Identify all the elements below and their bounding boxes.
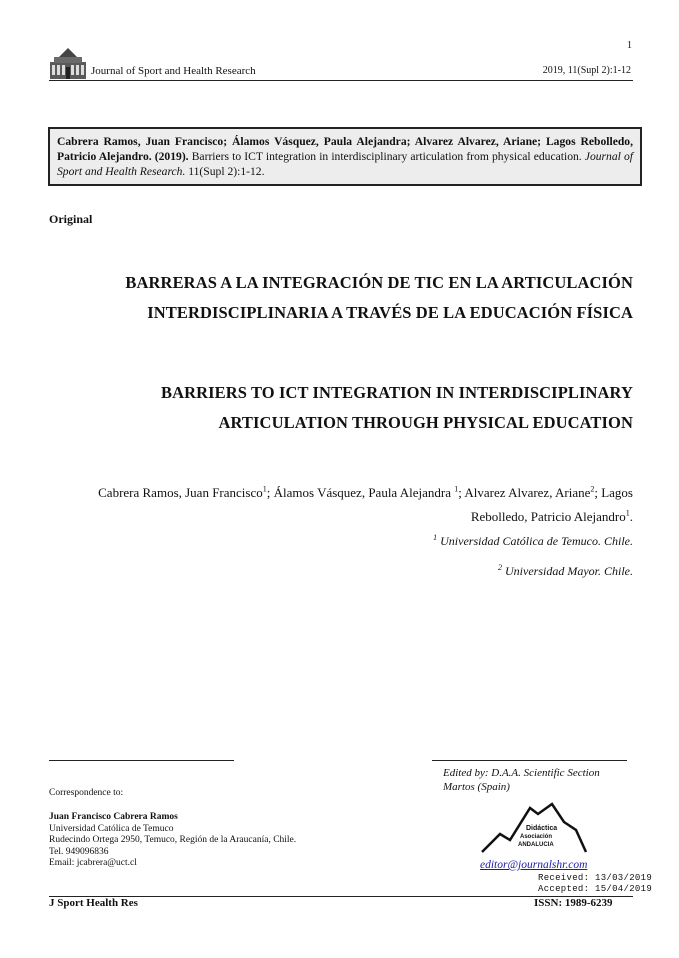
author-list-end: . — [629, 509, 633, 524]
author-1-affil: 1 — [262, 484, 267, 494]
received-date: Received: 13/03/2019 — [538, 873, 653, 883]
title-en-line1: BARRIERS TO ICT INTEGRATION IN INTERDISCIPLINARY — [161, 383, 633, 402]
title-spanish — [125, 268, 633, 328]
correspondence-block — [49, 812, 296, 870]
affiliation-1 — [433, 534, 633, 549]
author-4: ; Lagos Rebolledo, Patricio Alejandro — [470, 485, 633, 524]
title-en-line2: ARTICULATION THROUGH PHYSICAL EDUCATION — [218, 413, 633, 432]
footnote-divider-left — [49, 760, 234, 761]
edited-by — [443, 766, 600, 794]
author-2-affil: 1 — [454, 484, 459, 494]
correspondence-institution: Universidad Católica de Temuco — [49, 823, 174, 834]
author-list — [49, 481, 633, 529]
page-number: 1 — [627, 40, 632, 51]
author-1: Cabrera Ramos, Juan Francisco — [98, 485, 263, 500]
daa-logo-text-2: Asociación — [520, 834, 553, 840]
journal-name: Journal of Sport and Health Research — [91, 65, 256, 77]
daa-logo-text-1: Didáctica — [526, 825, 558, 832]
author-2: ; Álamos Vásquez, Paula Alejandra — [266, 485, 455, 500]
title-english — [161, 378, 633, 438]
journal-header — [49, 48, 633, 81]
author-4-affil: 1 — [625, 508, 630, 518]
affiliation-2-text: Universidad Mayor. Chile. — [502, 564, 633, 578]
article-type: Original — [49, 212, 93, 226]
author-3-affil: 2 — [590, 484, 595, 494]
edited-by-line1: Edited by: D.A.A. Scientific Section — [443, 767, 600, 779]
footer-issn: ISSN: 1989-6239 — [534, 897, 613, 909]
footer-journal-abbrev: J Sport Health Res — [49, 897, 138, 909]
correspondence-email: Email: jcabrera@uct.cl — [49, 858, 137, 868]
daa-logo — [478, 800, 590, 854]
citation-journal: Journal of Sport and Health Research. — [57, 150, 633, 178]
article-dates — [538, 873, 652, 895]
title-es-line1: BARRERAS A LA INTEGRACIÓN DE TIC EN LA ARTICULACIÓN — [125, 273, 633, 292]
accepted-date: Accepted: 15/04/2019 — [538, 884, 653, 894]
citation-volume: 11(Supl 2):1-12. — [185, 165, 265, 178]
correspondence-label: Correspondence to: — [49, 788, 124, 798]
affiliation-2 — [498, 564, 633, 579]
citation-article-title: Barriers to ICT integration in interdisciplinary articulation from physical education. — [188, 150, 585, 163]
title-es-line2: INTERDISCIPLINARIA A TRAVÉS DE LA EDUCACIÓN FÍSICA — [147, 303, 633, 322]
journal-building-logo — [49, 48, 87, 79]
journal-issue: 2019, 11(Supl 2):1-12 — [542, 65, 631, 76]
correspondence-address: Rudecindo Ortega 2950, Temuco, Región de la Araucanía, Chile. — [49, 835, 297, 845]
correspondence-name: Juan Francisco Cabrera Ramos — [49, 812, 178, 822]
daa-logo-text-3: ANDALUCIA — [518, 842, 554, 848]
affiliation-1-text: Universidad Católica de Temuco. Chile. — [437, 534, 633, 548]
citation-authors: Cabrera Ramos, Juan Francisco; Álamos Vásquez, Paula Alejandra; Alvarez Alvarez, Ariane; Lagos Rebolledo, Patricio Alejandro. (2019). — [57, 135, 633, 163]
citation-box — [48, 127, 642, 186]
affiliation-2-number: 2 — [498, 563, 502, 572]
footnote-divider-right — [432, 760, 627, 761]
edited-by-line2: Martos (Spain) — [443, 781, 510, 793]
correspondence-phone: Tel. 949096836 — [49, 846, 109, 857]
affiliation-1-number: 1 — [433, 533, 438, 542]
author-3: ; Alvarez Alvarez, Ariane — [458, 485, 591, 500]
editor-email-link[interactable]: editor@journalshr.com — [480, 859, 588, 871]
